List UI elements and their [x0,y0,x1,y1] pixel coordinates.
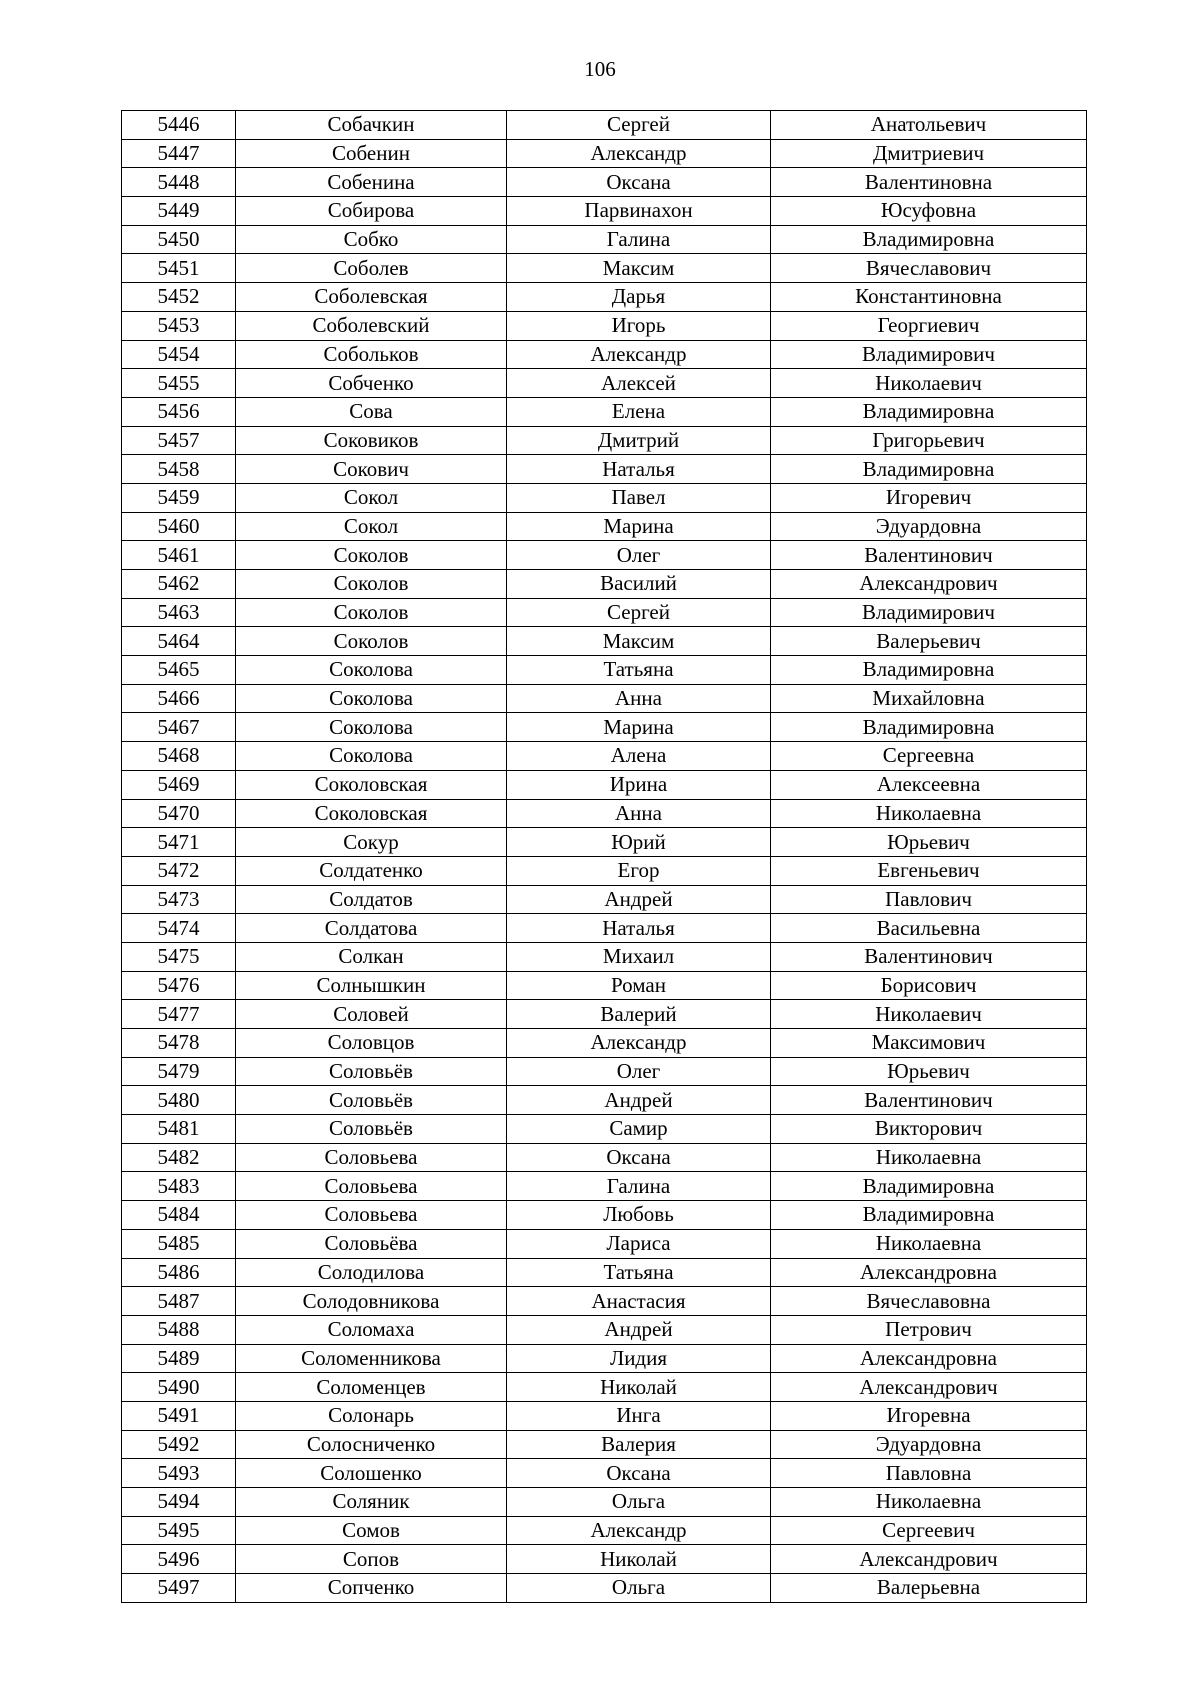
record-number-cell: 5461 [122,541,236,570]
last-name-cell: Соболевская [236,283,507,312]
table-row [122,713,1087,742]
first-name-cell: Алена [507,742,771,771]
record-number-cell: 5492 [122,1430,236,1459]
record-number-cell: 5455 [122,369,236,398]
last-name-cell: Соколовская [236,799,507,828]
record-number-cell: 5469 [122,770,236,799]
last-name-cell: Солонарь [236,1401,507,1430]
patronymic-cell: Валентиновна [771,168,1087,197]
last-name-cell: Собко [236,225,507,254]
patronymic-cell: Владимировна [771,455,1087,484]
record-number-cell: 5490 [122,1373,236,1402]
table-row [122,1229,1087,1258]
patronymic-cell: Владимирович [771,340,1087,369]
record-number-cell: 5462 [122,570,236,599]
table-row [122,1516,1087,1545]
record-number-cell: 5493 [122,1459,236,1488]
table-row [122,1459,1087,1488]
last-name-cell: Соломенцев [236,1373,507,1402]
record-number-cell: 5458 [122,455,236,484]
patronymic-cell: Алексеевна [771,770,1087,799]
first-name-cell: Любовь [507,1201,771,1230]
patronymic-cell: Николаевна [771,1143,1087,1172]
first-name-cell: Сергей [507,598,771,627]
table-row [122,1057,1087,1086]
last-name-cell: Соловьёв [236,1057,507,1086]
record-number-cell: 5452 [122,283,236,312]
record-number-cell: 5447 [122,139,236,168]
record-number-cell: 5481 [122,1115,236,1144]
last-name-cell: Сова [236,397,507,426]
first-name-cell: Галина [507,1172,771,1201]
last-name-cell: Соколовская [236,770,507,799]
record-number-cell: 5451 [122,254,236,283]
last-name-cell: Собирова [236,197,507,226]
first-name-cell: Лариса [507,1229,771,1258]
record-number-cell: 5459 [122,483,236,512]
last-name-cell: Соляник [236,1488,507,1517]
patronymic-cell: Евгеньевич [771,856,1087,885]
first-name-cell: Николай [507,1373,771,1402]
last-name-cell: Солосниченко [236,1430,507,1459]
table-row [122,570,1087,599]
first-name-cell: Татьяна [507,656,771,685]
record-number-cell: 5473 [122,885,236,914]
last-name-cell: Солошенко [236,1459,507,1488]
record-number-cell: 5497 [122,1574,236,1603]
table-row [122,1401,1087,1430]
table-row [122,656,1087,685]
last-name-cell: Соколова [236,713,507,742]
patronymic-cell: Сергеевна [771,742,1087,771]
table-row [122,1545,1087,1574]
record-number-cell: 5484 [122,1201,236,1230]
patronymic-cell: Александровна [771,1258,1087,1287]
first-name-cell: Наталья [507,455,771,484]
record-number-cell: 5468 [122,742,236,771]
patronymic-cell: Эдуардовна [771,1430,1087,1459]
patronymic-cell: Васильевна [771,914,1087,943]
first-name-cell: Александр [507,139,771,168]
last-name-cell: Сопов [236,1545,507,1574]
record-number-cell: 5456 [122,397,236,426]
patronymic-cell: Валентинович [771,942,1087,971]
last-name-cell: Солодовникова [236,1287,507,1316]
first-name-cell: Александр [507,1029,771,1058]
last-name-cell: Соколова [236,684,507,713]
record-number-cell: 5488 [122,1315,236,1344]
table-row [122,1172,1087,1201]
last-name-cell: Солнышкин [236,971,507,1000]
patronymic-cell: Юрьевич [771,1057,1087,1086]
table-row [122,770,1087,799]
patronymic-cell: Григорьевич [771,426,1087,455]
record-number-cell: 5466 [122,684,236,713]
last-name-cell: Солдатов [236,885,507,914]
first-name-cell: Дарья [507,283,771,312]
table-row [122,397,1087,426]
table-row [122,483,1087,512]
record-number-cell: 5474 [122,914,236,943]
record-number-cell: 5449 [122,197,236,226]
last-name-cell: Сокович [236,455,507,484]
record-number-cell: 5464 [122,627,236,656]
first-name-cell: Олег [507,541,771,570]
table-row [122,1430,1087,1459]
first-name-cell: Оксана [507,1459,771,1488]
patronymic-cell: Николаевна [771,1229,1087,1258]
last-name-cell: Сокур [236,828,507,857]
last-name-cell: Соломенникова [236,1344,507,1373]
table-row [122,1201,1087,1230]
table-row [122,455,1087,484]
table-row [122,1000,1087,1029]
last-name-cell: Солдатова [236,914,507,943]
record-number-cell: 5463 [122,598,236,627]
first-name-cell: Александр [507,1516,771,1545]
record-number-cell: 5485 [122,1229,236,1258]
page-number: 106 [584,57,616,81]
last-name-cell: Соловьёва [236,1229,507,1258]
patronymic-cell: Игоревна [771,1401,1087,1430]
record-number-cell: 5487 [122,1287,236,1316]
first-name-cell: Роман [507,971,771,1000]
record-number-cell: 5454 [122,340,236,369]
table-row [122,856,1087,885]
record-number-cell: 5460 [122,512,236,541]
first-name-cell: Валерия [507,1430,771,1459]
first-name-cell: Парвинахон [507,197,771,226]
patronymic-cell: Валерьевна [771,1574,1087,1603]
patronymic-cell: Владимировна [771,713,1087,742]
first-name-cell: Дмитрий [507,426,771,455]
patronymic-cell: Борисович [771,971,1087,1000]
patronymic-cell: Владимировна [771,1201,1087,1230]
table-row [122,598,1087,627]
record-number-cell: 5479 [122,1057,236,1086]
record-number-cell: 5489 [122,1344,236,1373]
record-number-cell: 5467 [122,713,236,742]
last-name-cell: Соболевский [236,311,507,340]
first-name-cell: Андрей [507,1315,771,1344]
table-row [122,885,1087,914]
last-name-cell: Соловьева [236,1143,507,1172]
first-name-cell: Ольга [507,1488,771,1517]
last-name-cell: Соломаха [236,1315,507,1344]
table-row [122,168,1087,197]
patronymic-cell: Игоревич [771,483,1087,512]
record-number-cell: 5478 [122,1029,236,1058]
patronymic-cell: Владимировна [771,1172,1087,1201]
first-name-cell: Анна [507,799,771,828]
roster-table-body [122,111,1087,1603]
record-number-cell: 5472 [122,856,236,885]
last-name-cell: Солдатенко [236,856,507,885]
table-row [122,512,1087,541]
table-row [122,684,1087,713]
table-row [122,1029,1087,1058]
first-name-cell: Лидия [507,1344,771,1373]
first-name-cell: Егор [507,856,771,885]
table-row [122,139,1087,168]
first-name-cell: Михаил [507,942,771,971]
roster-table [121,110,1087,1603]
last-name-cell: Солодилова [236,1258,507,1287]
table-row [122,1315,1087,1344]
record-number-cell: 5494 [122,1488,236,1517]
first-name-cell: Татьяна [507,1258,771,1287]
patronymic-cell: Павловна [771,1459,1087,1488]
table-row [122,1373,1087,1402]
first-name-cell: Анна [507,684,771,713]
first-name-cell: Игорь [507,311,771,340]
patronymic-cell: Николаевна [771,1488,1087,1517]
table-row [122,1115,1087,1144]
patronymic-cell: Дмитриевич [771,139,1087,168]
table-row [122,914,1087,943]
last-name-cell: Соловьёв [236,1115,507,1144]
last-name-cell: Сокол [236,483,507,512]
table-row [122,340,1087,369]
table-row [122,369,1087,398]
patronymic-cell: Эдуардовна [771,512,1087,541]
patronymic-cell: Сергеевич [771,1516,1087,1545]
patronymic-cell: Георгиевич [771,311,1087,340]
table-row [122,197,1087,226]
last-name-cell: Солкан [236,942,507,971]
patronymic-cell: Александрович [771,1545,1087,1574]
record-number-cell: 5491 [122,1401,236,1430]
last-name-cell: Соловцов [236,1029,507,1058]
first-name-cell: Анастасия [507,1287,771,1316]
patronymic-cell: Николаевич [771,369,1087,398]
table-row [122,1258,1087,1287]
patronymic-cell: Владимировна [771,225,1087,254]
record-number-cell: 5457 [122,426,236,455]
last-name-cell: Сомов [236,1516,507,1545]
first-name-cell: Александр [507,340,771,369]
first-name-cell: Олег [507,1057,771,1086]
record-number-cell: 5495 [122,1516,236,1545]
table-row [122,111,1087,140]
record-number-cell: 5448 [122,168,236,197]
record-number-cell: 5483 [122,1172,236,1201]
last-name-cell: Соколов [236,598,507,627]
record-number-cell: 5446 [122,111,236,140]
first-name-cell: Марина [507,512,771,541]
table-row [122,1086,1087,1115]
first-name-cell: Оксана [507,168,771,197]
table-row [122,799,1087,828]
last-name-cell: Соловей [236,1000,507,1029]
table-row [122,942,1087,971]
record-number-cell: 5476 [122,971,236,1000]
first-name-cell: Елена [507,397,771,426]
first-name-cell: Николай [507,1545,771,1574]
first-name-cell: Ирина [507,770,771,799]
table-row [122,254,1087,283]
first-name-cell: Максим [507,254,771,283]
record-number-cell: 5482 [122,1143,236,1172]
patronymic-cell: Владимирович [771,598,1087,627]
last-name-cell: Соколов [236,627,507,656]
record-number-cell: 5477 [122,1000,236,1029]
last-name-cell: Собачкин [236,111,507,140]
last-name-cell: Собольков [236,340,507,369]
patronymic-cell: Юсуфовна [771,197,1087,226]
patronymic-cell: Николаевич [771,1000,1087,1029]
first-name-cell: Павел [507,483,771,512]
patronymic-cell: Павлович [771,885,1087,914]
patronymic-cell: Петрович [771,1315,1087,1344]
last-name-cell: Соколова [236,742,507,771]
first-name-cell: Алексей [507,369,771,398]
patronymic-cell: Николаевна [771,799,1087,828]
last-name-cell: Соколов [236,541,507,570]
first-name-cell: Василий [507,570,771,599]
patronymic-cell: Валерьевич [771,627,1087,656]
record-number-cell: 5450 [122,225,236,254]
patronymic-cell: Владимировна [771,656,1087,685]
record-number-cell: 5465 [122,656,236,685]
first-name-cell: Марина [507,713,771,742]
first-name-cell: Инга [507,1401,771,1430]
first-name-cell: Андрей [507,885,771,914]
patronymic-cell: Владимировна [771,397,1087,426]
patronymic-cell: Александрович [771,570,1087,599]
table-row [122,225,1087,254]
patronymic-cell: Викторович [771,1115,1087,1144]
first-name-cell: Оксана [507,1143,771,1172]
table-row [122,1287,1087,1316]
patronymic-cell: Вячеславович [771,254,1087,283]
last-name-cell: Соколова [236,656,507,685]
patronymic-cell: Александровна [771,1344,1087,1373]
patronymic-cell: Анатольевич [771,111,1087,140]
patronymic-cell: Михайловна [771,684,1087,713]
table-row [122,283,1087,312]
last-name-cell: Сокол [236,512,507,541]
first-name-cell: Наталья [507,914,771,943]
table-row [122,971,1087,1000]
table-row [122,1143,1087,1172]
table-row [122,426,1087,455]
last-name-cell: Соловьева [236,1201,507,1230]
last-name-cell: Сопченко [236,1574,507,1603]
last-name-cell: Собенина [236,168,507,197]
last-name-cell: Соловьёв [236,1086,507,1115]
record-number-cell: 5496 [122,1545,236,1574]
last-name-cell: Собенин [236,139,507,168]
table-row [122,1488,1087,1517]
patronymic-cell: Александрович [771,1373,1087,1402]
last-name-cell: Соковиков [236,426,507,455]
patronymic-cell: Юрьевич [771,828,1087,857]
record-number-cell: 5486 [122,1258,236,1287]
first-name-cell: Андрей [507,1086,771,1115]
patronymic-cell: Валентинович [771,541,1087,570]
first-name-cell: Галина [507,225,771,254]
first-name-cell: Валерий [507,1000,771,1029]
table-row [122,742,1087,771]
first-name-cell: Сергей [507,111,771,140]
table-row [122,311,1087,340]
record-number-cell: 5470 [122,799,236,828]
table-row [122,1344,1087,1373]
first-name-cell: Самир [507,1115,771,1144]
last-name-cell: Соловьева [236,1172,507,1201]
table-row [122,541,1087,570]
first-name-cell: Максим [507,627,771,656]
table-row [122,828,1087,857]
patronymic-cell: Вячеславовна [771,1287,1087,1316]
table-row [122,627,1087,656]
record-number-cell: 5471 [122,828,236,857]
last-name-cell: Соколов [236,570,507,599]
first-name-cell: Ольга [507,1574,771,1603]
patronymic-cell: Константиновна [771,283,1087,312]
record-number-cell: 5480 [122,1086,236,1115]
last-name-cell: Соболев [236,254,507,283]
first-name-cell: Юрий [507,828,771,857]
table-row [122,1574,1087,1603]
patronymic-cell: Валентинович [771,1086,1087,1115]
record-number-cell: 5453 [122,311,236,340]
patronymic-cell: Максимович [771,1029,1087,1058]
last-name-cell: Собченко [236,369,507,398]
record-number-cell: 5475 [122,942,236,971]
